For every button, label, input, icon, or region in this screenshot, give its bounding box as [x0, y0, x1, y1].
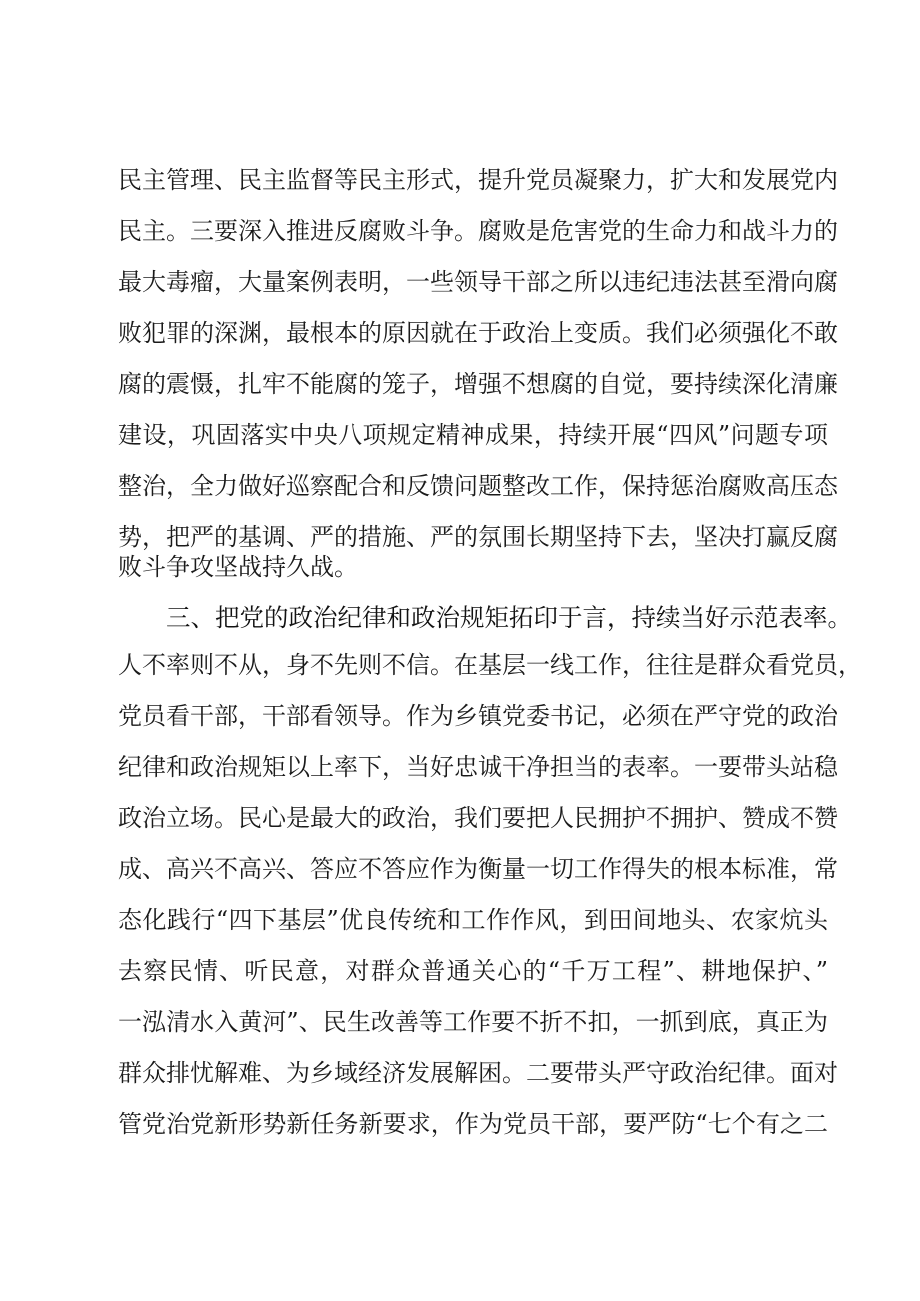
text-line: 腐的震慑，扎牢不能腐的笼子，增强不想腐的自觉，要持续深化清廉 [118, 370, 838, 398]
text-line: 纪律和政治规矩以上率下，当好忠诚干净担当的表率。一要带头站稳 [118, 753, 838, 781]
text-line: 去察民情、听民意，对群众普通关心的“千万工程”、耕地保护、” [118, 957, 828, 985]
section-heading: 三、把党的政治纪律和政治规矩拓印于言，持续当好示范表率。 [166, 603, 852, 632]
text-line: 最大毒瘤，大量案例表明，一些领导干部之所以违纪违法甚至滑向腐 [118, 268, 838, 296]
text-line: 败斗争攻坚战持久战。 [118, 553, 358, 581]
text-line: 党员看干部，干部看领导。作为乡镇党委书记，必须在严守党的政治 [118, 702, 838, 730]
text-line: 态化践行“四下基层”优良传统和工作作风，到田间地头、农家炕头 [118, 906, 828, 934]
text-line: 势，把严的基调、严的措施、严的氛围长期坚持下去，坚决打赢反腐 [118, 523, 838, 551]
text-line: 群众排忧解难、为乡域经济发展解困。二要带头严守政治纪律。面对 [118, 1059, 838, 1087]
text-line: 政治立场。民心是最大的政治，我们要把人民拥护不拥护、赞成不赞 [118, 804, 838, 832]
text-line: 成、高兴不高兴、答应不答应作为衡量一切工作得失的根本标准，常 [118, 855, 838, 883]
text-line: 民主管理、民主监督等民主形式，提升党员凝聚力，扩大和发展党内 [118, 166, 838, 194]
text-line: 一泓清水入黄河”、民生改善等工作要不折不扣，一抓到底，真正为 [118, 1008, 828, 1036]
text-line: 管党治党新形势新任务新要求，作为党员干部，要严防“七个有之二 [118, 1110, 828, 1138]
text-line: 整治，全力做好巡察配合和反馈问题整改工作，保持惩治腐败高压态 [118, 472, 838, 500]
text-line: 败犯罪的深渊，最根本的原因就在于政治上变质。我们必须强化不敢 [118, 319, 838, 347]
text-line: 人不率则不从，身不先则不信。在基层一线工作，往往是群众看党员， [118, 651, 862, 679]
text-line: 建设，巩固落实中央八项规定精神成果，持续开展“四风”问题专项 [118, 421, 828, 449]
text-line: 民主。三要深入推进反腐败斗争。腐败是危害党的生命力和战斗力的 [118, 217, 838, 245]
